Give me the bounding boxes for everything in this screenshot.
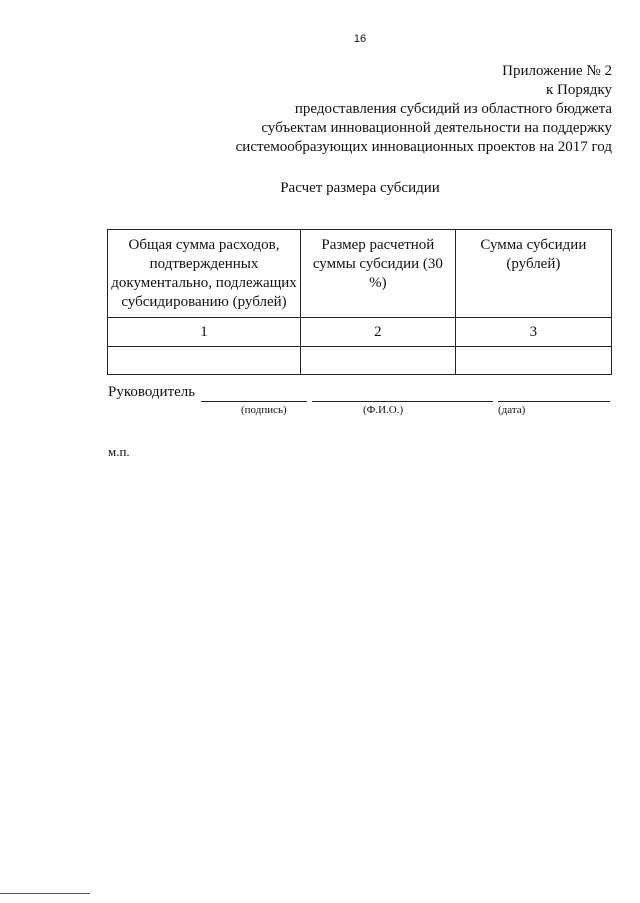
stamp-place-label: м.п. xyxy=(108,444,130,459)
footnote-divider xyxy=(0,893,90,894)
table-input-cell[interactable] xyxy=(108,347,301,375)
appendix-line: к Порядку xyxy=(546,82,612,98)
appendix-line: системообразующих инновационных проектов на 2017 год xyxy=(235,139,612,155)
full-name-caption: (Ф.И.О.) xyxy=(363,404,404,416)
table-input-cell[interactable] xyxy=(301,347,456,375)
date-caption: (дата) xyxy=(498,404,526,416)
full-name-line[interactable] xyxy=(312,401,493,402)
column-number-cell: 2 xyxy=(301,318,456,347)
table-number-row xyxy=(108,318,612,347)
header-cell-subsidy-amount: Сумма субсидии (рублей) xyxy=(455,230,611,318)
date-line[interactable] xyxy=(498,401,610,402)
signature-caption: (подпись) xyxy=(241,404,287,416)
table-header-row xyxy=(108,230,612,318)
signature-line[interactable] xyxy=(201,401,307,402)
table-row xyxy=(108,347,612,375)
column-number-cell: 1 xyxy=(108,318,301,347)
appendix-line: предоставления субсидий из областного бюджета xyxy=(294,101,612,117)
column-number-cell: 3 xyxy=(455,318,611,347)
subsidy-calculation-table xyxy=(107,229,612,375)
appendix-line: субъектам инновационной деятельности на поддержку xyxy=(261,120,612,136)
page-number: 16 xyxy=(353,33,367,45)
appendix-header xyxy=(236,62,612,157)
signature-block xyxy=(108,384,613,424)
appendix-line: Приложение № 2 xyxy=(502,63,612,79)
document-title: Расчет размера субсидии xyxy=(280,180,440,196)
header-cell-calculated-amount: Размер расчетной суммы субсидии (30 %) xyxy=(301,230,456,318)
header-cell-total-expenses: Общая сумма расходов, подтвержденных документально, подлежащих субсидированию (рублей) xyxy=(108,230,301,318)
signature-label: Руководитель xyxy=(108,384,196,400)
table-input-cell[interactable] xyxy=(455,347,611,375)
